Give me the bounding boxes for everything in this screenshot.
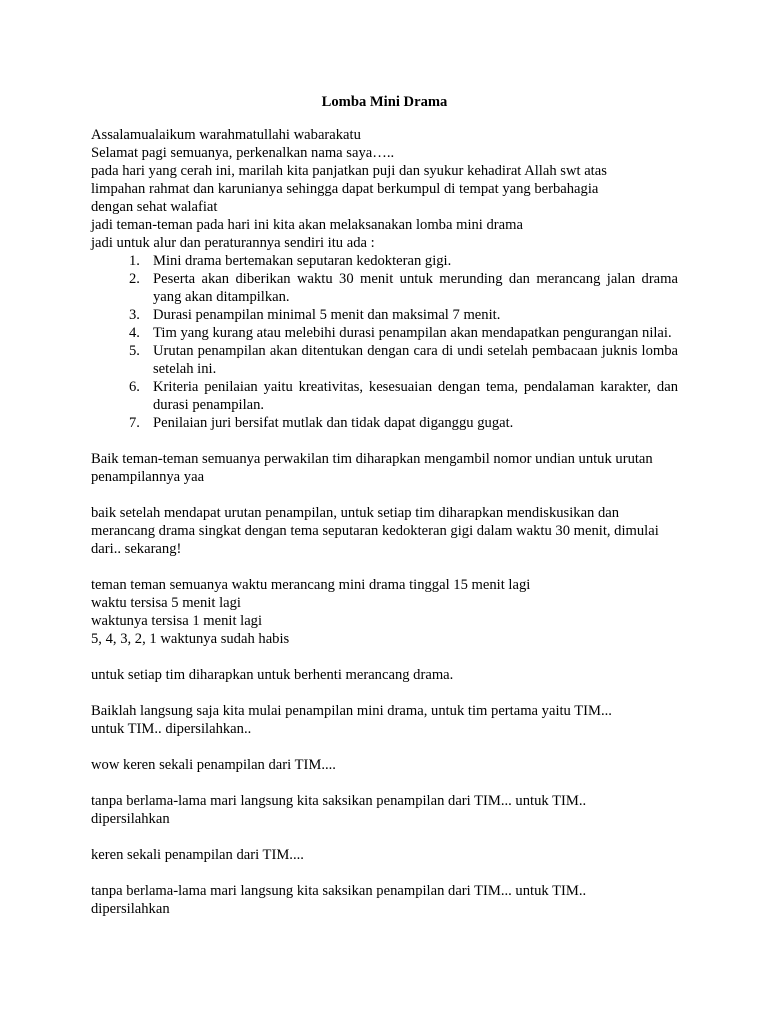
rule-item: [91, 378, 678, 414]
rule-text: Durasi penampilan minimal 5 menit dan maksimal 7 menit.: [153, 307, 501, 323]
rule-item: [91, 306, 678, 324]
performance-start-line: Baiklah langsung saja kita mulai penampilan mini drama, untuk tim pertama yaitu TIM...: [91, 703, 612, 719]
opening-prayer-line: pada hari yang cerah ini, marilah kita panjatkan puji dan syukur kehadirat Allah swt atas limpahan rahmat dan karunianya sehingga dapat berkumpul di tempat yang berbahagia dengan sehat walafiat: [91, 163, 607, 215]
next-team-paragraph: tanpa berlama-lama mari langsung kita saksikan penampilan dari TIM... untuk TIM.. dipersilahkan: [91, 883, 587, 917]
rules-intro-line: jadi untuk alur dan peraturannya sendiri itu ada :: [91, 235, 375, 251]
rule-text: Urutan penampilan akan ditentukan dengan cara di undi setelah pembacaan juknis lomba setelah ini.: [153, 343, 678, 377]
document-title: Lomba Mini Drama: [321, 94, 448, 110]
paragraph-gap: [91, 648, 678, 666]
rule-number: 5.: [129, 343, 140, 359]
paragraph-gap: [91, 558, 678, 576]
rule-number: 3.: [129, 307, 140, 323]
rule-text: Tim yang kurang atau melebihi durasi penampilan akan mendapatkan pengurangan nilai.: [153, 325, 672, 341]
rule-number: 6.: [129, 379, 140, 395]
praise-paragraph: wow keren sekali penampilan dari TIM....: [91, 757, 336, 773]
rule-text: Penilaian juri bersifat mutlak dan tidak dapat diganggu gugat.: [153, 415, 514, 431]
draw-number-paragraph: Baik teman-teman semuanya perwakilan tim diharapkan mengambil nomor undian untuk urutan penampilannya yaa: [91, 451, 653, 485]
rule-item: [91, 342, 678, 378]
announcement-line: jadi teman-teman pada hari ini kita akan melaksanakan lomba mini drama: [91, 217, 523, 233]
countdown-line: waktu tersisa 5 menit lagi: [91, 595, 241, 611]
rule-item: [91, 270, 678, 306]
paragraph-gap: [91, 828, 678, 846]
rule-item: [91, 252, 678, 270]
paragraph-gap: [91, 432, 678, 450]
paragraph-gap: [91, 774, 678, 792]
introduction-line: Selamat pagi semuanya, perkenalkan nama saya…..: [91, 145, 395, 161]
rule-number: 7.: [129, 415, 140, 431]
rule-text: Peserta akan diberikan waktu 30 menit untuk merunding dan merancang jalan drama yang akan ditampilkan.: [153, 271, 678, 305]
greeting-line: Assalamualaikum warahmatullahi wabarakatu: [91, 127, 361, 143]
countdown-line: teman teman semuanya waktu merancang mini drama tinggal 15 menit lagi: [91, 577, 531, 593]
rule-number: 2.: [129, 271, 140, 287]
rule-number: 4.: [129, 325, 140, 341]
praise-paragraph: keren sekali penampilan dari TIM....: [91, 847, 304, 863]
paragraph-gap: [91, 684, 678, 702]
paragraph-gap: [91, 738, 678, 756]
paragraph-gap: [91, 864, 678, 882]
countdown-line: 5, 4, 3, 2, 1 waktunya sudah habis: [91, 631, 290, 647]
rule-item: [91, 414, 678, 432]
discussion-paragraph: baik setelah mendapat urutan penampilan, untuk setiap tim diharapkan mendiskusikan dan merancang drama singkat dengan tema seputaran kedokteran gigi dalam waktu 30 menit, dimulai dari.. sekarang!: [91, 505, 659, 557]
rule-text: Mini drama bertemakan seputaran kedokteran gigi.: [153, 253, 452, 269]
rules-list: [91, 252, 678, 432]
performance-invite-line: untuk TIM.. dipersilahkan..: [91, 721, 252, 737]
rule-item: [91, 324, 678, 342]
next-team-paragraph: tanpa berlama-lama mari langsung kita saksikan penampilan dari TIM... untuk TIM.. dipersilahkan: [91, 793, 587, 827]
paragraph-gap: [91, 486, 678, 504]
countdown-line: waktunya tersisa 1 menit lagi: [91, 613, 263, 629]
stop-paragraph: untuk setiap tim diharapkan untuk berhenti merancang drama.: [91, 667, 454, 683]
rule-number: 1.: [129, 253, 140, 269]
document-body: [91, 93, 678, 918]
rule-text: Kriteria penilaian yaitu kreativitas, kesesuaian dengan tema, pendalaman karakter, dan durasi penampilan.: [153, 379, 678, 413]
